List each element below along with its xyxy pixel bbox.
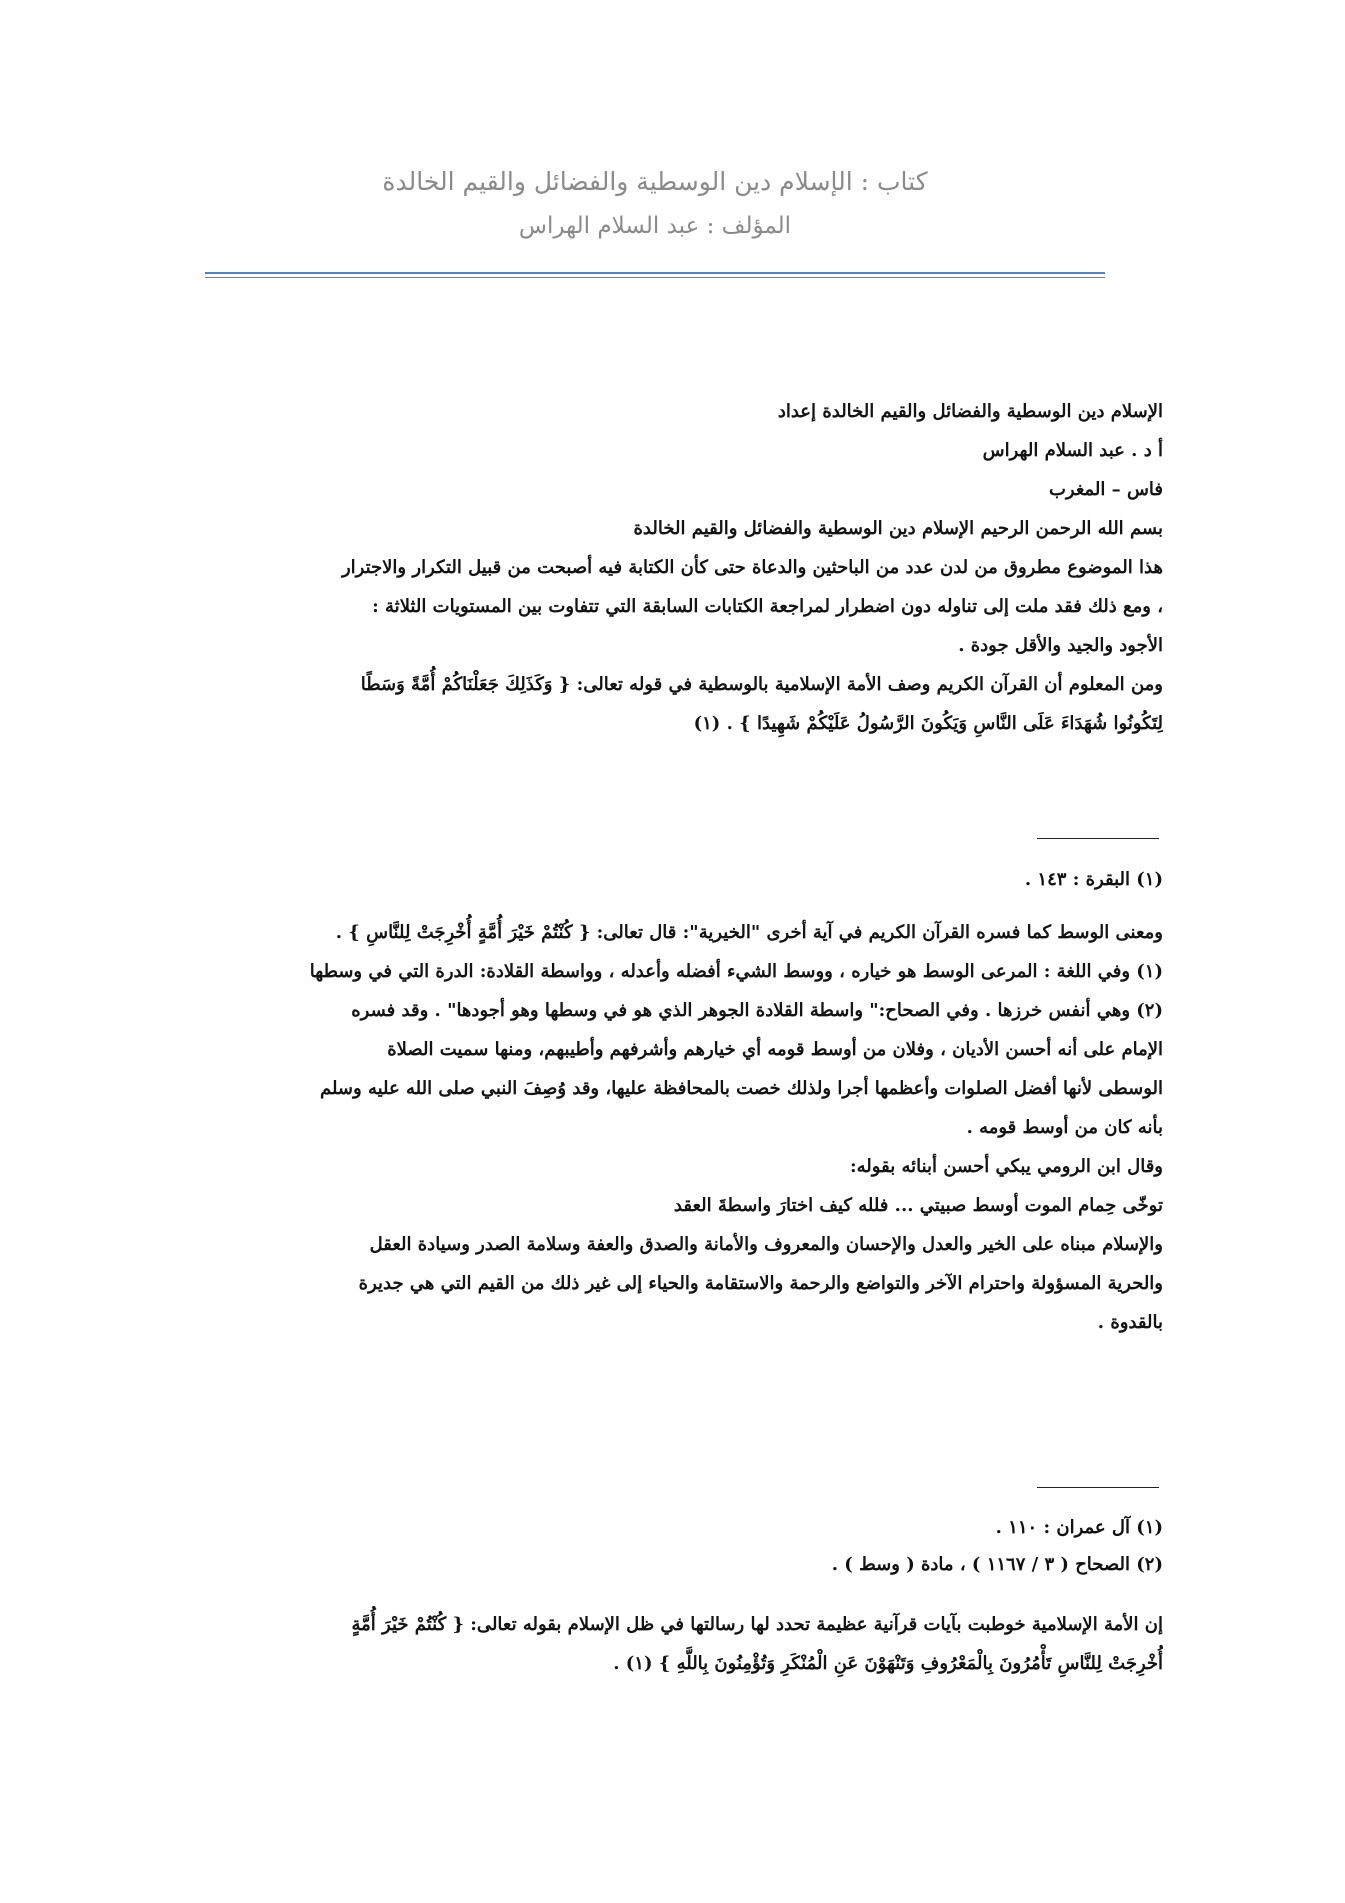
footnote: (١) آل عمران : ١١٠ .	[995, 1517, 1163, 1538]
text-line: أُخْرِجَتْ لِلنَّاسِ تَأْمُرُونَ بِالْمَعْرُوفِ وَتَنْهَوْنَ عَنِ الْمُنْكَرِ وَتُؤْمِنُونَ بِاللَّهِ } (١) .	[613, 1653, 1163, 1674]
text-line: بالقدوة .	[1097, 1312, 1163, 1333]
book-title: كتاب : الإسلام دين الوسطية والفضائل والقيم الخالدة	[382, 167, 928, 196]
text-line: بسم الله الرحمن الرحيم الإسلام دين الوسطية والفضائل والقيم الخالدة	[633, 518, 1163, 539]
text-line: (٢) وهي أنفس خرزها . وفي الصحاح:" واسطة القلادة الجوهر الذي هو في وسطها وهو أجودها" . وقد فسره	[351, 1000, 1163, 1021]
text-line: والحرية المسؤولة واحترام الآخر والتواضع والرحمة والاستقامة والحياء إلى غير ذلك من القيم التي هي جديرة	[358, 1273, 1163, 1294]
footnote: (٢) الصحاح ( ٣ / ١١٦٧ ) ، مادة ( وسط ) .	[831, 1554, 1163, 1575]
text-line: الوسطى لأنها أفضل الصلوات وأعظمها أجرا ولذلك خصت بالمحافظة عليها، وقد وُصِفَ النبي صلى الله عليه وسلم	[319, 1078, 1163, 1099]
text-line: ومعنى الوسط كما فسره القرآن الكريم في آية أخرى "الخيرية": قال تعالى: { كُنْتُمْ خَيْرَ أُمَّةٍ أُخْرِجَتْ لِلنَّاسِ } .	[335, 922, 1163, 943]
book-author: المؤلف : عبد السلام الهراس	[518, 213, 792, 239]
footnote-separator	[1037, 838, 1159, 839]
book-header	[205, 160, 1105, 248]
text-line: بأنه كان من أوسط قومه .	[966, 1117, 1163, 1138]
text-line: الأجود والجيد والأقل جودة .	[958, 635, 1163, 656]
text-line: ومن المعلوم أن القرآن الكريم وصف الأمة الإسلامية بالوسطية في قوله تعالى: { وَكَذَلِكَ جَعَلْنَاكُمْ أُمَّةً وَسَطًا	[360, 674, 1163, 695]
text-line: هذا الموضوع مطروق من لدن عدد من الباحثين والدعاة حتى كأن الكتابة فيه أصبحت من قبيل التكرار والاجترار	[341, 557, 1163, 578]
footnote-separator	[1037, 1487, 1159, 1488]
text-line: ، ومع ذلك فقد ملت إلى تناوله دون اضطرار لمراجعة الكتابات السابقة التي تتفاوت بين المستويات الثلاثة :	[372, 596, 1163, 617]
footnote: (١) البقرة : ١٤٣ .	[1024, 869, 1163, 890]
body-section-3	[283, 1605, 1163, 1683]
text-line: الإسلام دين الوسطية والفضائل والقيم الخالدة إعداد	[777, 401, 1163, 422]
text-line: والإسلام مبناه على الخير والعدل والإحسان والمعروف والأمانة والصدق والعفة وسلامة الصدر وسيادة العقل	[369, 1234, 1163, 1255]
text-line: لِتَكُونُوا شُهَدَاءَ عَلَى النَّاسِ وَيَكُونَ الرَّسُولُ عَلَيْكُمْ شَهِيدًا } . (١)	[693, 713, 1163, 734]
text-line: توخّى حِمام الموت أوسط صبيتي ... فلله كيف اختارَ واسطةَ العقد	[673, 1195, 1163, 1216]
text-line: فاس – المغرب	[1048, 479, 1163, 500]
text-line: الإمام على أنه أحسن الأديان ، وفلان من أوسط قومه أي خيارهم وأشرفهم وأطيبهم، ومنها سميت الصلاة	[387, 1039, 1163, 1060]
text-line: (١) وفي اللغة : المرعى الوسط هو خياره ، ووسط الشيء أفضله وأعدله ، وواسطة القلادة: الدرة التي في وسطها	[309, 961, 1163, 982]
text-line: أ د . عبد السلام الهراس	[982, 440, 1163, 461]
text-line: وقال ابن الرومي يبكي أحسن أبنائه بقوله:	[850, 1156, 1163, 1177]
body-section-2	[283, 913, 1163, 1342]
body-section-1	[283, 392, 1163, 743]
header-double-rule	[205, 272, 1105, 278]
text-line: إن الأمة الإسلامية خوطبت بآيات قرآنية عظيمة تحدد لها رسالتها في ظل الإسلام بقوله تعالى: { كُنْتُمْ خَيْرَ أُمَّةٍ	[351, 1614, 1163, 1635]
